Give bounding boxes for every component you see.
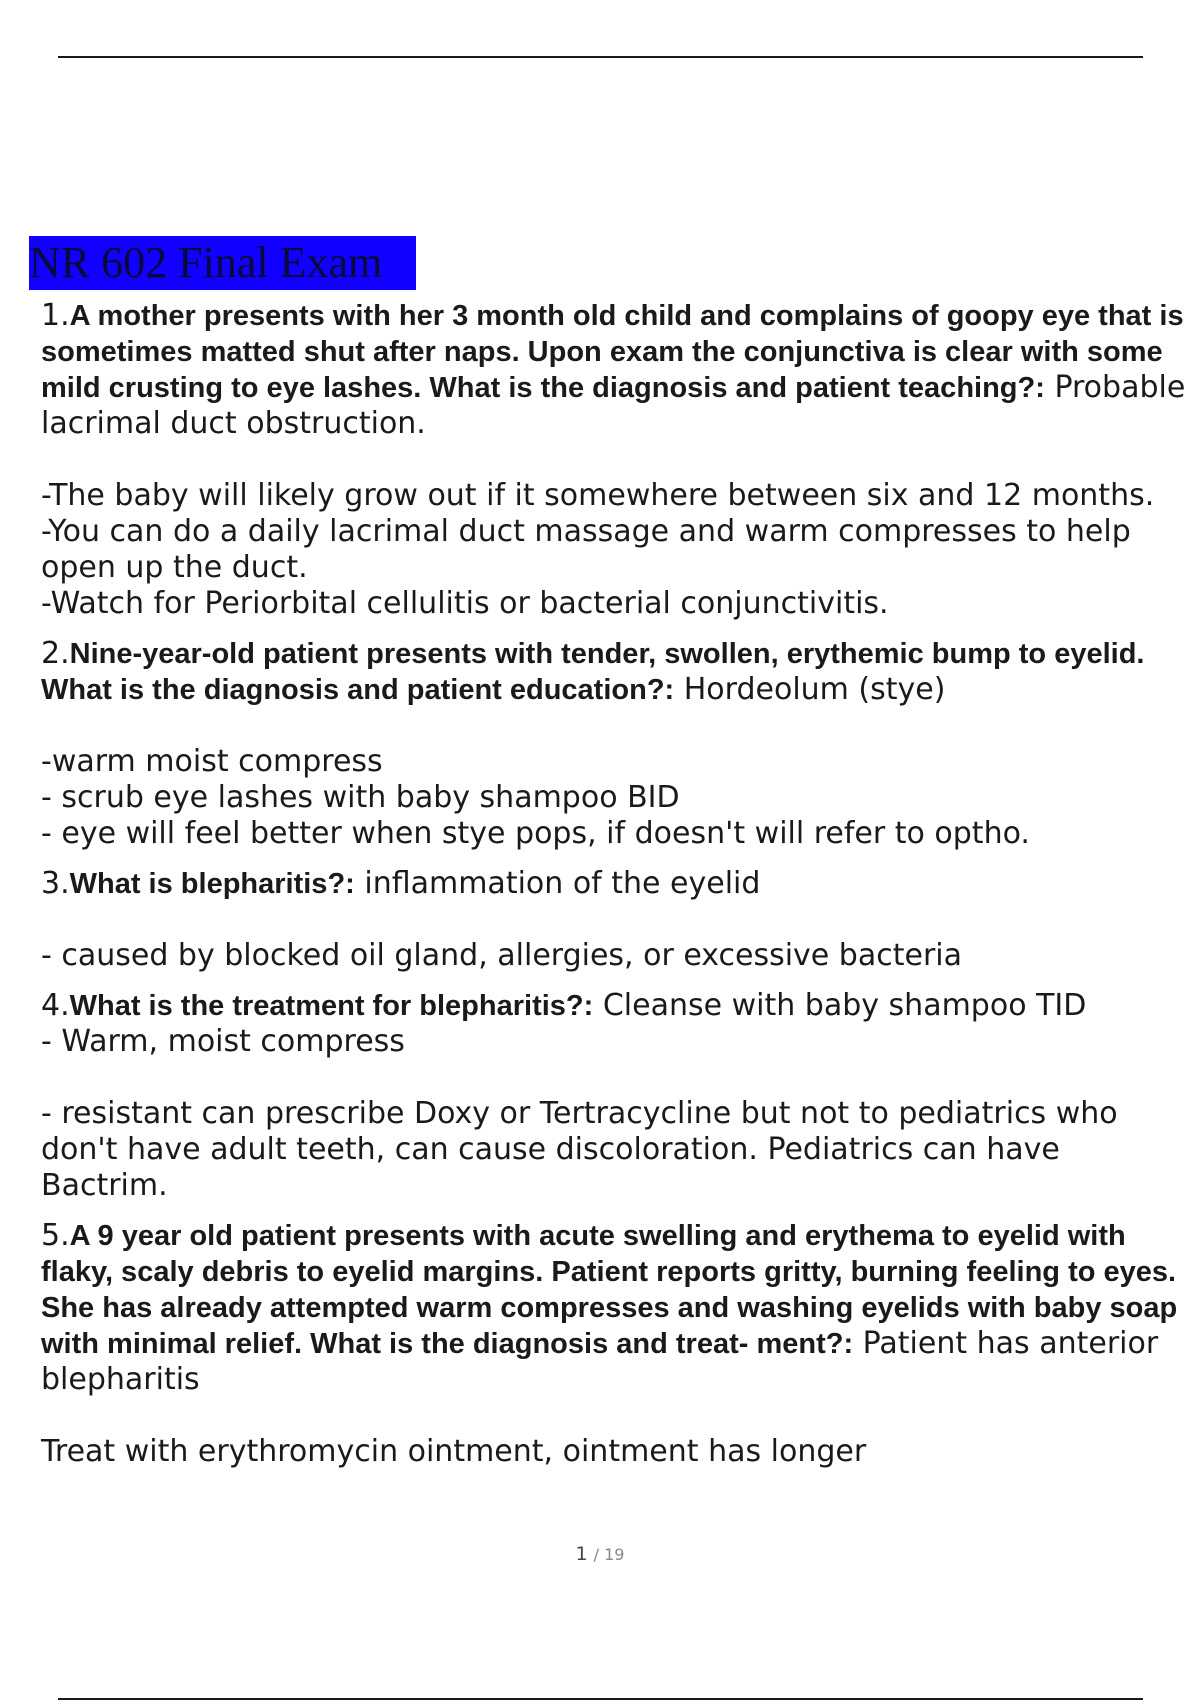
item-number: 1. bbox=[41, 298, 70, 333]
question-text: Nine-year-old patient presents with tender, swollen, erythemic bump to eyelid. What is the diagnosis and patient education?: bbox=[41, 638, 1145, 706]
top-rule bbox=[58, 56, 1143, 58]
answer-line: -You can do a daily lacrimal duct massage and warm compresses to help open up the duct. bbox=[41, 514, 1131, 585]
qa-item-3 bbox=[41, 866, 1191, 974]
document-body bbox=[41, 298, 1191, 1484]
answer-line: Treat with erythromycin ointment, ointment has longer bbox=[41, 1434, 867, 1469]
page-indicator bbox=[0, 1543, 1200, 1565]
answer-line: - resistant can prescribe Doxy or Tertracycline but not to pediatrics who don't have adult teeth, can cause discoloration. Pediatrics can have Bactrim. bbox=[41, 1096, 1118, 1203]
answer-line: - Warm, moist compress bbox=[41, 1024, 405, 1059]
answer-text: Hordeolum (stye) bbox=[683, 672, 946, 707]
question-text: A 9 year old patient presents with acute swelling and erythema to eyelid with flaky, scaly debris to eyelid margins. Patient reports gritty, burning feeling to eyes. She has already attempted warm compresses and washing eyelids with baby soap with minimal relief. What is the diagnosis and treat- ment?: bbox=[41, 1220, 1178, 1360]
blank-line bbox=[41, 1398, 1191, 1434]
total-pages: / 19 bbox=[593, 1545, 625, 1564]
blank-line bbox=[41, 708, 1191, 744]
qa-item-1 bbox=[41, 298, 1191, 622]
document-title: NR 602 Final Exam bbox=[29, 236, 416, 290]
answer-text: Probable lacrimal duct obstruction. bbox=[41, 370, 1186, 441]
item-number: 3. bbox=[41, 866, 70, 901]
blank-line bbox=[41, 902, 1191, 938]
qa-item-2 bbox=[41, 636, 1191, 852]
answer-line: -warm moist compress bbox=[41, 744, 383, 779]
answer-text: Patient has anterior blepharitis bbox=[41, 1326, 1159, 1397]
blank-line bbox=[41, 442, 1191, 478]
question-text: What is blepharitis?: bbox=[69, 868, 355, 900]
answer-line: - eye will feel better when stye pops, if doesn't will refer to optho. bbox=[41, 816, 1030, 851]
answer-line: - caused by blocked oil gland, allergies, or excessive bacteria bbox=[41, 938, 962, 973]
item-number: 2. bbox=[41, 636, 70, 671]
qa-item-1-header bbox=[41, 298, 1191, 442]
question-text: What is the treatment for blepharitis?: bbox=[69, 990, 594, 1022]
answer-line: -Watch for Periorbital cellulitis or bacterial conjunctivitis. bbox=[41, 586, 889, 621]
answer-line: -The baby will likely grow out if it somewhere between six and 12 months. bbox=[41, 478, 1155, 513]
qa-item-3-header bbox=[41, 866, 1191, 902]
blank-line bbox=[41, 1060, 1191, 1096]
answer-text: Cleanse with baby shampoo TID bbox=[602, 988, 1087, 1023]
question-text: A mother presents with her 3 month old child and complains of goopy eye that is sometimes matted shut after naps. Upon exam the conjunctiva is clear with some mild crusting to eye lashes. What is the diagnosis and patient teaching?: bbox=[41, 300, 1184, 404]
qa-item-5 bbox=[41, 1218, 1191, 1470]
current-page: 1 bbox=[575, 1543, 588, 1565]
item-number: 5. bbox=[41, 1218, 70, 1253]
answer-text: inflammation of the eyelid bbox=[364, 866, 761, 901]
item-number: 4. bbox=[41, 988, 70, 1023]
answer-line: - scrub eye lashes with baby shampoo BID bbox=[41, 780, 680, 815]
qa-item-4-header bbox=[41, 988, 1191, 1024]
qa-item-4 bbox=[41, 988, 1191, 1204]
qa-item-5-header bbox=[41, 1218, 1191, 1398]
qa-item-2-header bbox=[41, 636, 1191, 708]
